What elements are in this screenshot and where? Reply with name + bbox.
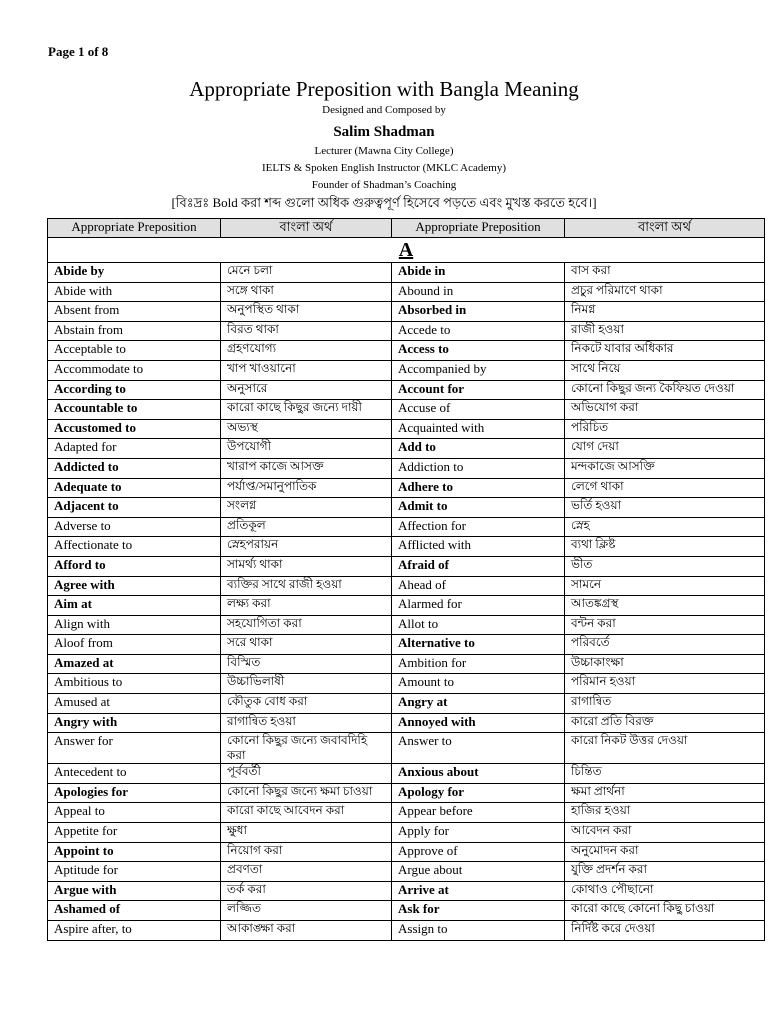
preposition-cell: Abide by	[48, 263, 221, 283]
preposition-cell: Afraid of	[392, 556, 565, 576]
bangla-meaning-cell: খারাপ কাজে আসক্ত	[221, 458, 392, 478]
table-header-row	[48, 219, 765, 238]
column-header: Appropriate Preposition	[48, 219, 221, 238]
preposition-cell: Affectionate to	[48, 537, 221, 557]
table-row	[48, 419, 765, 439]
table-row	[48, 921, 765, 941]
bangla-meaning-cell: যোগ দেয়া	[565, 439, 765, 459]
bangla-meaning-cell: লক্ষ্য করা	[221, 596, 392, 616]
table-row	[48, 400, 765, 420]
preposition-cell: Add to	[392, 439, 565, 459]
bangla-meaning-cell: হাজির হওয়া	[565, 803, 765, 823]
bangla-meaning-cell: উচ্চাকাংক্ষা	[565, 654, 765, 674]
preposition-cell: Addiction to	[392, 458, 565, 478]
preposition-cell: Ahead of	[392, 576, 565, 596]
table-body	[48, 219, 765, 941]
bangla-meaning-cell: সামনে	[565, 576, 765, 596]
bangla-meaning-cell: পূর্ববর্তী	[221, 764, 392, 784]
table-row	[48, 901, 765, 921]
table-row	[48, 674, 765, 694]
table-row	[48, 713, 765, 733]
bangla-meaning-cell: নিমগ্ন	[565, 302, 765, 322]
bangla-meaning-cell: কোথাও পৌছানো	[565, 881, 765, 901]
document-title: Appropriate Preposition with Bangla Meaning	[189, 77, 579, 101]
author-name: Salim Shadman	[333, 124, 435, 140]
bangla-meaning-cell: যুক্তি প্রদর্শন করা	[565, 862, 765, 882]
preposition-cell: Accede to	[392, 321, 565, 341]
preposition-cell: Adequate to	[48, 478, 221, 498]
preposition-cell: Apologies for	[48, 783, 221, 803]
preposition-cell: Accommodate to	[48, 360, 221, 380]
bangla-meaning-cell: ভীত	[565, 556, 765, 576]
table-row	[48, 380, 765, 400]
preposition-cell: Amused at	[48, 694, 221, 714]
bangla-meaning-cell: স্নেহ	[565, 517, 765, 537]
bangla-meaning-cell: নির্দিষ্ট করে দেওয়া	[565, 921, 765, 941]
section-row	[48, 238, 765, 263]
bangla-meaning-cell: আকাঙ্ক্ষা করা	[221, 921, 392, 941]
bangla-meaning-cell: লজ্জিত	[221, 901, 392, 921]
preposition-cell: Antecedent to	[48, 764, 221, 784]
preposition-cell: Agree with	[48, 576, 221, 596]
bangla-meaning-cell: পরিবর্তে	[565, 635, 765, 655]
preposition-cell: Absorbed in	[392, 302, 565, 322]
table-row	[48, 321, 765, 341]
bangla-meaning-cell: লেগে থাকা	[565, 478, 765, 498]
bangla-meaning-cell: অনুসারে	[221, 380, 392, 400]
page-number	[48, 44, 108, 60]
preposition-cell: Aptitude for	[48, 862, 221, 882]
preposition-table	[47, 218, 765, 941]
bangla-meaning-cell: উপযোগী	[221, 439, 392, 459]
bangla-meaning-cell: কারো কাছে আবেদন করা	[221, 803, 392, 823]
preposition-cell: Appeal to	[48, 803, 221, 823]
preposition-cell: Argue about	[392, 862, 565, 882]
preposition-cell: Apology for	[392, 783, 565, 803]
preposition-cell: Answer for	[48, 733, 221, 764]
bangla-meaning-cell: খাপ খাওয়ানো	[221, 360, 392, 380]
preposition-cell: Appear before	[392, 803, 565, 823]
preposition-cell: Acquainted with	[392, 419, 565, 439]
preposition-cell: Ashamed of	[48, 901, 221, 921]
table-row	[48, 517, 765, 537]
preposition-cell: Amount to	[392, 674, 565, 694]
column-header: বাংলা অর্থ	[221, 219, 392, 238]
bangla-meaning-cell: ব্যথা ক্লিষ্ট	[565, 537, 765, 557]
table-row	[48, 537, 765, 557]
preposition-cell: Abstain from	[48, 321, 221, 341]
bangla-meaning-cell: স্নেহপরায়ন	[221, 537, 392, 557]
bangla-meaning-cell: পরিমান হওয়া	[565, 674, 765, 694]
table-row	[48, 302, 765, 322]
bangla-meaning-cell: রাগান্বিত হওয়া	[221, 713, 392, 733]
bangla-meaning-cell: রাজী হওয়া	[565, 321, 765, 341]
bangla-meaning-cell: উচ্চাভিলাষী	[221, 674, 392, 694]
preposition-cell: Apply for	[392, 823, 565, 843]
bangla-meaning-cell: সহযোগিতা করা	[221, 615, 392, 635]
bangla-meaning-cell: অনুপস্থিত থাকা	[221, 302, 392, 322]
table-row	[48, 360, 765, 380]
column-header: Appropriate Preposition	[392, 219, 565, 238]
author-role-3: Founder of Shadman’s Coaching	[311, 179, 457, 191]
table-row	[48, 764, 765, 784]
bangla-meaning-cell: ব্যক্তির সাথে রাজী হওয়া	[221, 576, 392, 596]
bangla-meaning-cell: আতঙ্কগ্রস্থ	[565, 596, 765, 616]
preposition-cell: Appoint to	[48, 842, 221, 862]
preposition-cell: Account for	[392, 380, 565, 400]
preposition-cell: Ambition for	[392, 654, 565, 674]
preposition-cell: Argue with	[48, 881, 221, 901]
preposition-cell: Adverse to	[48, 517, 221, 537]
preposition-cell: Absent from	[48, 302, 221, 322]
document-header	[0, 76, 768, 212]
bangla-meaning-cell: প্রতিকূল	[221, 517, 392, 537]
preposition-cell: Alarmed for	[392, 596, 565, 616]
bangla-meaning-cell: পরিচিত	[565, 419, 765, 439]
preposition-cell: Accustomed to	[48, 419, 221, 439]
bangla-meaning-cell: ক্ষমা প্রার্থনা	[565, 783, 765, 803]
table-row	[48, 654, 765, 674]
preposition-cell: Allot to	[392, 615, 565, 635]
preposition-cell: Aspire after, to	[48, 921, 221, 941]
bangla-meaning-cell: নিয়োগ করা	[221, 842, 392, 862]
preposition-cell: Annoyed with	[392, 713, 565, 733]
preposition-cell: Anxious about	[392, 764, 565, 784]
preposition-cell: Assign to	[392, 921, 565, 941]
bangla-meaning-cell: কারো কাছে কিছুর জন্যে দায়ী	[221, 400, 392, 420]
bangla-meaning-cell: কোনো কিছুর জন্য কৈফিয়ত দেওয়া	[565, 380, 765, 400]
preposition-cell: Ask for	[392, 901, 565, 921]
preposition-cell: Angry with	[48, 713, 221, 733]
preposition-cell: Adjacent to	[48, 498, 221, 518]
table-row	[48, 783, 765, 803]
bangla-meaning-cell: কৌতুক বোধ করা	[221, 694, 392, 714]
table-row	[48, 478, 765, 498]
table-row	[48, 881, 765, 901]
table-row	[48, 556, 765, 576]
page-label: Page 1 of 8	[48, 44, 109, 59]
preposition-cell: Affection for	[392, 517, 565, 537]
bangla-meaning-cell: বিস্মিত	[221, 654, 392, 674]
table-row	[48, 823, 765, 843]
preposition-cell: Accountable to	[48, 400, 221, 420]
table-row	[48, 733, 765, 764]
preposition-cell: Access to	[392, 341, 565, 361]
table-row	[48, 282, 765, 302]
table-row	[48, 458, 765, 478]
bangla-meaning-cell: অনুমোদন করা	[565, 842, 765, 862]
preposition-cell: Align with	[48, 615, 221, 635]
bangla-meaning-cell: রাগান্বিত	[565, 694, 765, 714]
preposition-cell: Aim at	[48, 596, 221, 616]
bangla-meaning-cell: ভর্তি হওয়া	[565, 498, 765, 518]
preposition-cell: Aloof from	[48, 635, 221, 655]
bangla-meaning-cell: বন্টন করা	[565, 615, 765, 635]
preposition-cell: Acceptable to	[48, 341, 221, 361]
preposition-cell: Adhere to	[392, 478, 565, 498]
bangla-meaning-cell: প্রবণতা	[221, 862, 392, 882]
table-row	[48, 635, 765, 655]
preposition-cell: Afflicted with	[392, 537, 565, 557]
bangla-meaning-cell: সাথে নিয়ে	[565, 360, 765, 380]
preposition-cell: Abide with	[48, 282, 221, 302]
table-row	[48, 576, 765, 596]
preposition-cell: Accuse of	[392, 400, 565, 420]
bangla-meaning-cell: কারো কাছে কোনো কিছু চাওয়া	[565, 901, 765, 921]
table-row	[48, 842, 765, 862]
bangla-meaning-cell: অভ্যস্থ	[221, 419, 392, 439]
bangla-meaning-cell: মন্দকাজে আসক্তি	[565, 458, 765, 478]
bangla-meaning-cell: কোনো কিছুর জন্যে জবাবদিহি করা	[221, 733, 392, 764]
preposition-cell: Appetite for	[48, 823, 221, 843]
table-row	[48, 596, 765, 616]
preposition-cell: Abound in	[392, 282, 565, 302]
preposition-cell: Accompanied by	[392, 360, 565, 380]
preposition-cell: Arrive at	[392, 881, 565, 901]
author-role-1: Lecturer (Mawna City College)	[314, 145, 454, 157]
bangla-meaning-cell: অভিযোগ করা	[565, 400, 765, 420]
notice-text: [বিঃদ্রঃ Bold করা শব্দ গুলো অধিক গুরুত্বপূর্ণ হিসেবে পড়তে এবং মুখস্ত করতে হবে।]	[171, 195, 597, 210]
bangla-meaning-cell: নিকটে যাবার অধিকার	[565, 341, 765, 361]
bangla-meaning-cell: গ্রহণযোগ্য	[221, 341, 392, 361]
table-row	[48, 803, 765, 823]
bangla-meaning-cell: কোনো কিছুর জন্যে ক্ষমা চাওয়া	[221, 783, 392, 803]
preposition-cell: Admit to	[392, 498, 565, 518]
bangla-meaning-cell: পর্যাপ্ত/সমানুপাতিক	[221, 478, 392, 498]
preposition-cell: Angry at	[392, 694, 565, 714]
section-letter: A	[48, 238, 765, 263]
preposition-cell: Afford to	[48, 556, 221, 576]
bangla-meaning-cell: কারো নিকট উত্তর দেওয়া	[565, 733, 765, 764]
bangla-meaning-cell: তর্ক করা	[221, 881, 392, 901]
table-row	[48, 498, 765, 518]
table-row	[48, 263, 765, 283]
bangla-meaning-cell: কারো প্রতি বিরক্ত	[565, 713, 765, 733]
table-row	[48, 694, 765, 714]
preposition-cell: Approve of	[392, 842, 565, 862]
author-role-2: IELTS & Spoken English Instructor (MKLC Academy)	[261, 162, 506, 174]
bangla-meaning-cell: সরে থাকা	[221, 635, 392, 655]
bangla-meaning-cell: মেনে চলা	[221, 263, 392, 283]
bangla-meaning-cell: আবেদন করা	[565, 823, 765, 843]
table-row	[48, 439, 765, 459]
preposition-cell: Alternative to	[392, 635, 565, 655]
preposition-cell: Answer to	[392, 733, 565, 764]
bangla-meaning-cell: সামর্থ্য থাকা	[221, 556, 392, 576]
table-row	[48, 862, 765, 882]
bangla-meaning-cell: প্রচুর পরিমাণে থাকা	[565, 282, 765, 302]
preposition-cell: Ambitious to	[48, 674, 221, 694]
table-row	[48, 341, 765, 361]
preposition-cell: Amazed at	[48, 654, 221, 674]
preposition-cell: Addicted to	[48, 458, 221, 478]
bangla-meaning-cell: বিরত থাকা	[221, 321, 392, 341]
preposition-cell: According to	[48, 380, 221, 400]
bangla-meaning-cell: সঙ্গে থাকা	[221, 282, 392, 302]
preposition-cell: Abide in	[392, 263, 565, 283]
bangla-meaning-cell: ক্ষুধা	[221, 823, 392, 843]
table-row	[48, 615, 765, 635]
bangla-meaning-cell: বাস করা	[565, 263, 765, 283]
bangla-meaning-cell: চিন্তিত	[565, 764, 765, 784]
bangla-meaning-cell: সংলগ্ন	[221, 498, 392, 518]
preposition-cell: Adapted for	[48, 439, 221, 459]
byline: Designed and Composed by	[322, 104, 446, 116]
column-header: বাংলা অর্থ	[565, 219, 765, 238]
